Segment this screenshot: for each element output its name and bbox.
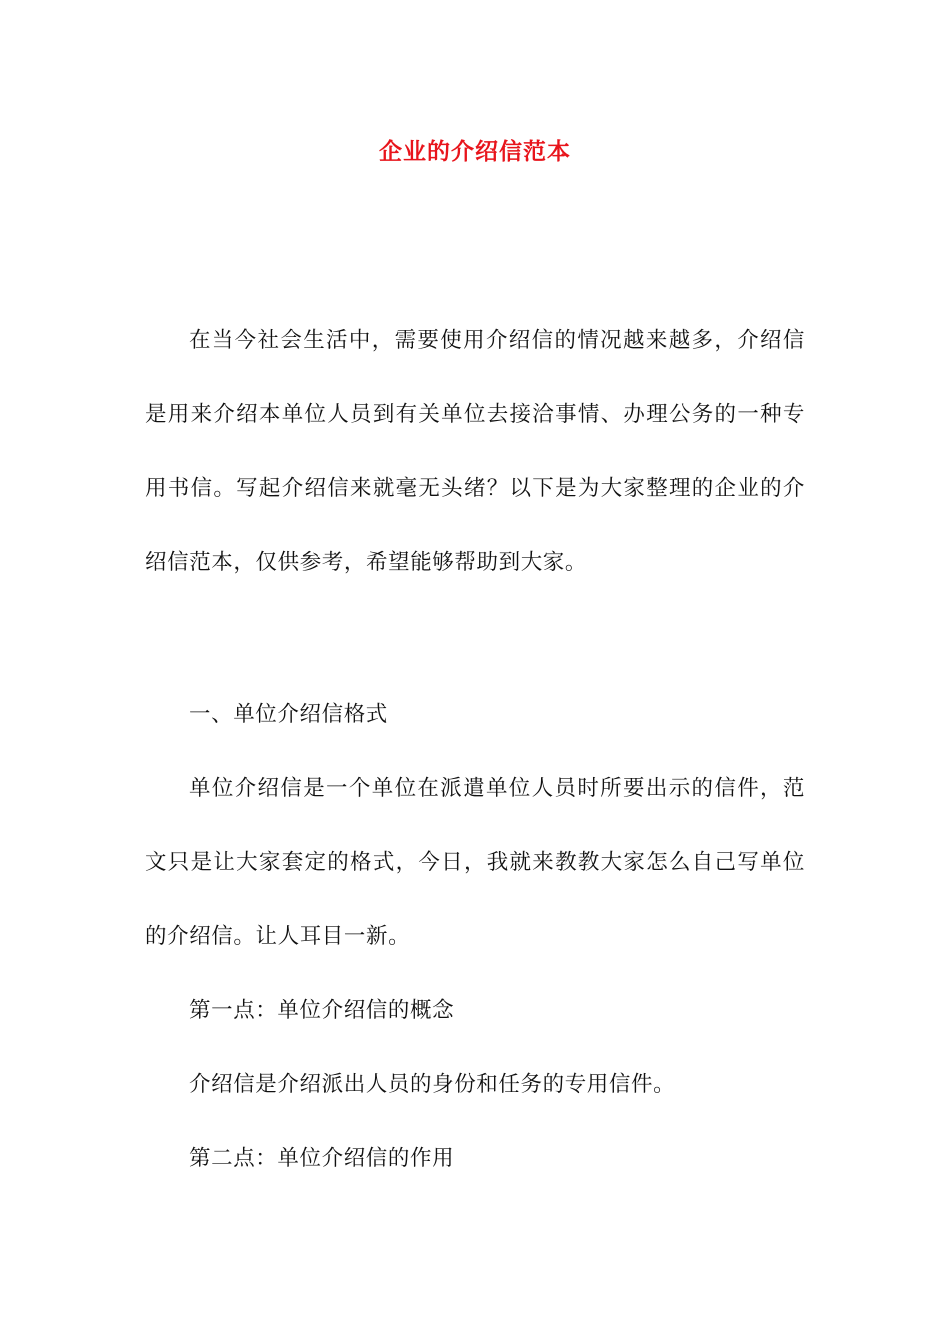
point2-heading: 第二点：单位介绍信的作用 [189,1146,455,1171]
document-title: 企业的介绍信范本 [379,138,571,165]
intro-block [145,304,805,600]
section-1 [145,678,805,1196]
point1-heading: 第一点：单位介绍信的概念 [189,998,455,1023]
section1-paragraph: 单位介绍信是一个单位在派遣单位人员时所要出示的信件，范文只是让大家套定的格式，今日，我就来教教大家怎么自己写单位的介绍信。让人耳目一新。 [145,776,805,949]
point1-paragraph: 介绍信是介绍派出人员的身份和任务的专用信件。 [189,1072,676,1097]
section1-heading: 一、单位介绍信格式 [189,702,388,727]
intro-paragraph: 在当今社会生活中，需要使用介绍信的情况越来越多，介绍信是用来介绍本单位人员到有关单位去接洽事情、办理公务的一种专用书信。写起介绍信来就毫无头绪？以下是为大家整理的企业的介绍信范本，仅供参考，希望能够帮助到大家。 [145,328,805,575]
